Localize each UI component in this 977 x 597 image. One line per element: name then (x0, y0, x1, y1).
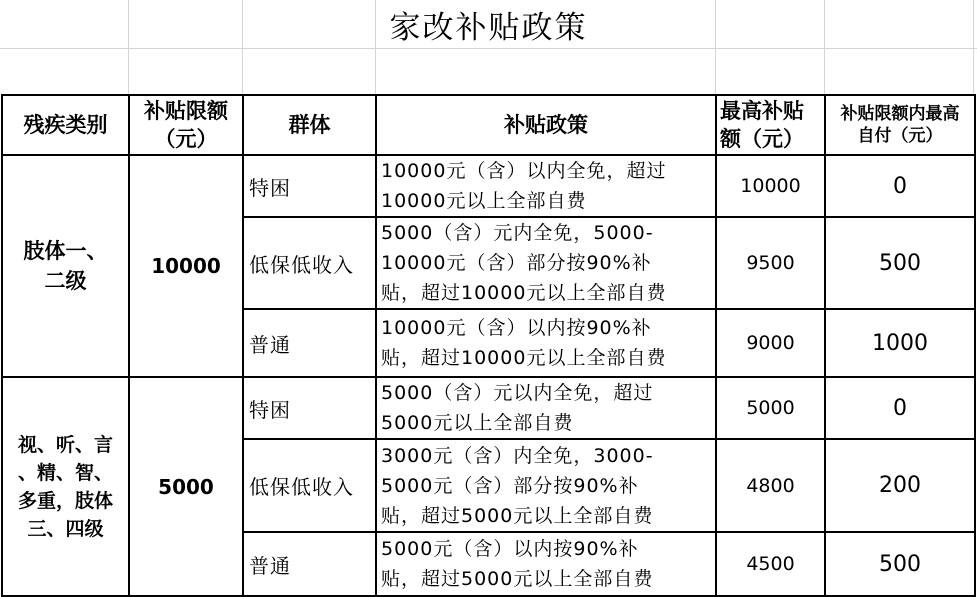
max-subsidy-cell[interactable]: 4800 (716, 439, 825, 532)
header-category-cell[interactable]: 残疾类别 (2, 95, 129, 155)
policy-cell[interactable]: 5000（含）元以内全免，超过 5000元以上全部自费 (376, 377, 716, 439)
table-row (2, 377, 975, 439)
max-subsidy-cell[interactable]: 10000 (716, 155, 825, 217)
group-cell[interactable]: 普通 (243, 532, 376, 596)
max-subsidy-cell[interactable]: 5000 (716, 377, 825, 439)
max-subsidy-cell[interactable]: 4500 (716, 532, 825, 596)
self-pay-cell[interactable]: 0 (825, 155, 975, 217)
group-cell[interactable]: 低保低收入 (243, 439, 376, 532)
limit-cell[interactable]: 5000 (129, 377, 243, 596)
header-policy-cell[interactable]: 补贴政策 (376, 95, 716, 155)
group-cell[interactable]: 低保低收入 (243, 217, 376, 309)
header-group-cell[interactable]: 群体 (243, 95, 376, 155)
self-pay-cell[interactable]: 1000 (825, 309, 975, 377)
max-subsidy-cell[interactable]: 9000 (716, 309, 825, 377)
header-row (2, 95, 975, 155)
table-row (2, 155, 975, 217)
self-pay-cell[interactable]: 200 (825, 439, 975, 532)
policy-cell[interactable]: 3000元（含）内全免，3000- 5000元（含）部分按90%补 贴，超过5000元以上全部自费 (376, 439, 716, 532)
group-cell[interactable]: 普通 (243, 309, 376, 377)
policy-cell[interactable]: 10000元（含）以内全免，超过 10000元以上全部自费 (376, 155, 716, 217)
self-pay-cell[interactable]: 0 (825, 377, 975, 439)
policy-cell[interactable]: 10000元（含）以内按90%补 贴，超过10000元以上全部自费 (376, 309, 716, 377)
category-cell[interactable]: 肢体一、 二级 (2, 155, 129, 377)
group-cell[interactable]: 特困 (243, 377, 376, 439)
header-limit-cell[interactable]: 补贴限额 （元） (129, 95, 243, 155)
category-cell[interactable]: 视、听、言 、精、智、 多重，肢体 三、四级 (2, 377, 129, 596)
sheet-title[interactable]: 家改补贴政策 (389, 10, 588, 46)
self-pay-cell[interactable]: 500 (825, 532, 975, 596)
group-cell[interactable]: 特困 (243, 155, 376, 217)
limit-cell[interactable]: 10000 (129, 155, 243, 377)
header-max-subsidy-cell[interactable]: 最高补贴 额（元） (716, 95, 825, 155)
subsidy-policy-table (1, 94, 976, 597)
policy-cell[interactable]: 5000元（含）以内按90%补 贴，超过5000元以上全部自费 (376, 532, 716, 596)
header-self-pay-cell[interactable]: 补贴限额内最高 自付（元） (825, 95, 975, 155)
policy-cell[interactable]: 5000（含）元内全免，5000- 10000元（含）部分按90%补 贴，超过10000元以上全部自费 (376, 217, 716, 309)
max-subsidy-cell[interactable]: 9500 (716, 217, 825, 309)
self-pay-cell[interactable]: 500 (825, 217, 975, 309)
